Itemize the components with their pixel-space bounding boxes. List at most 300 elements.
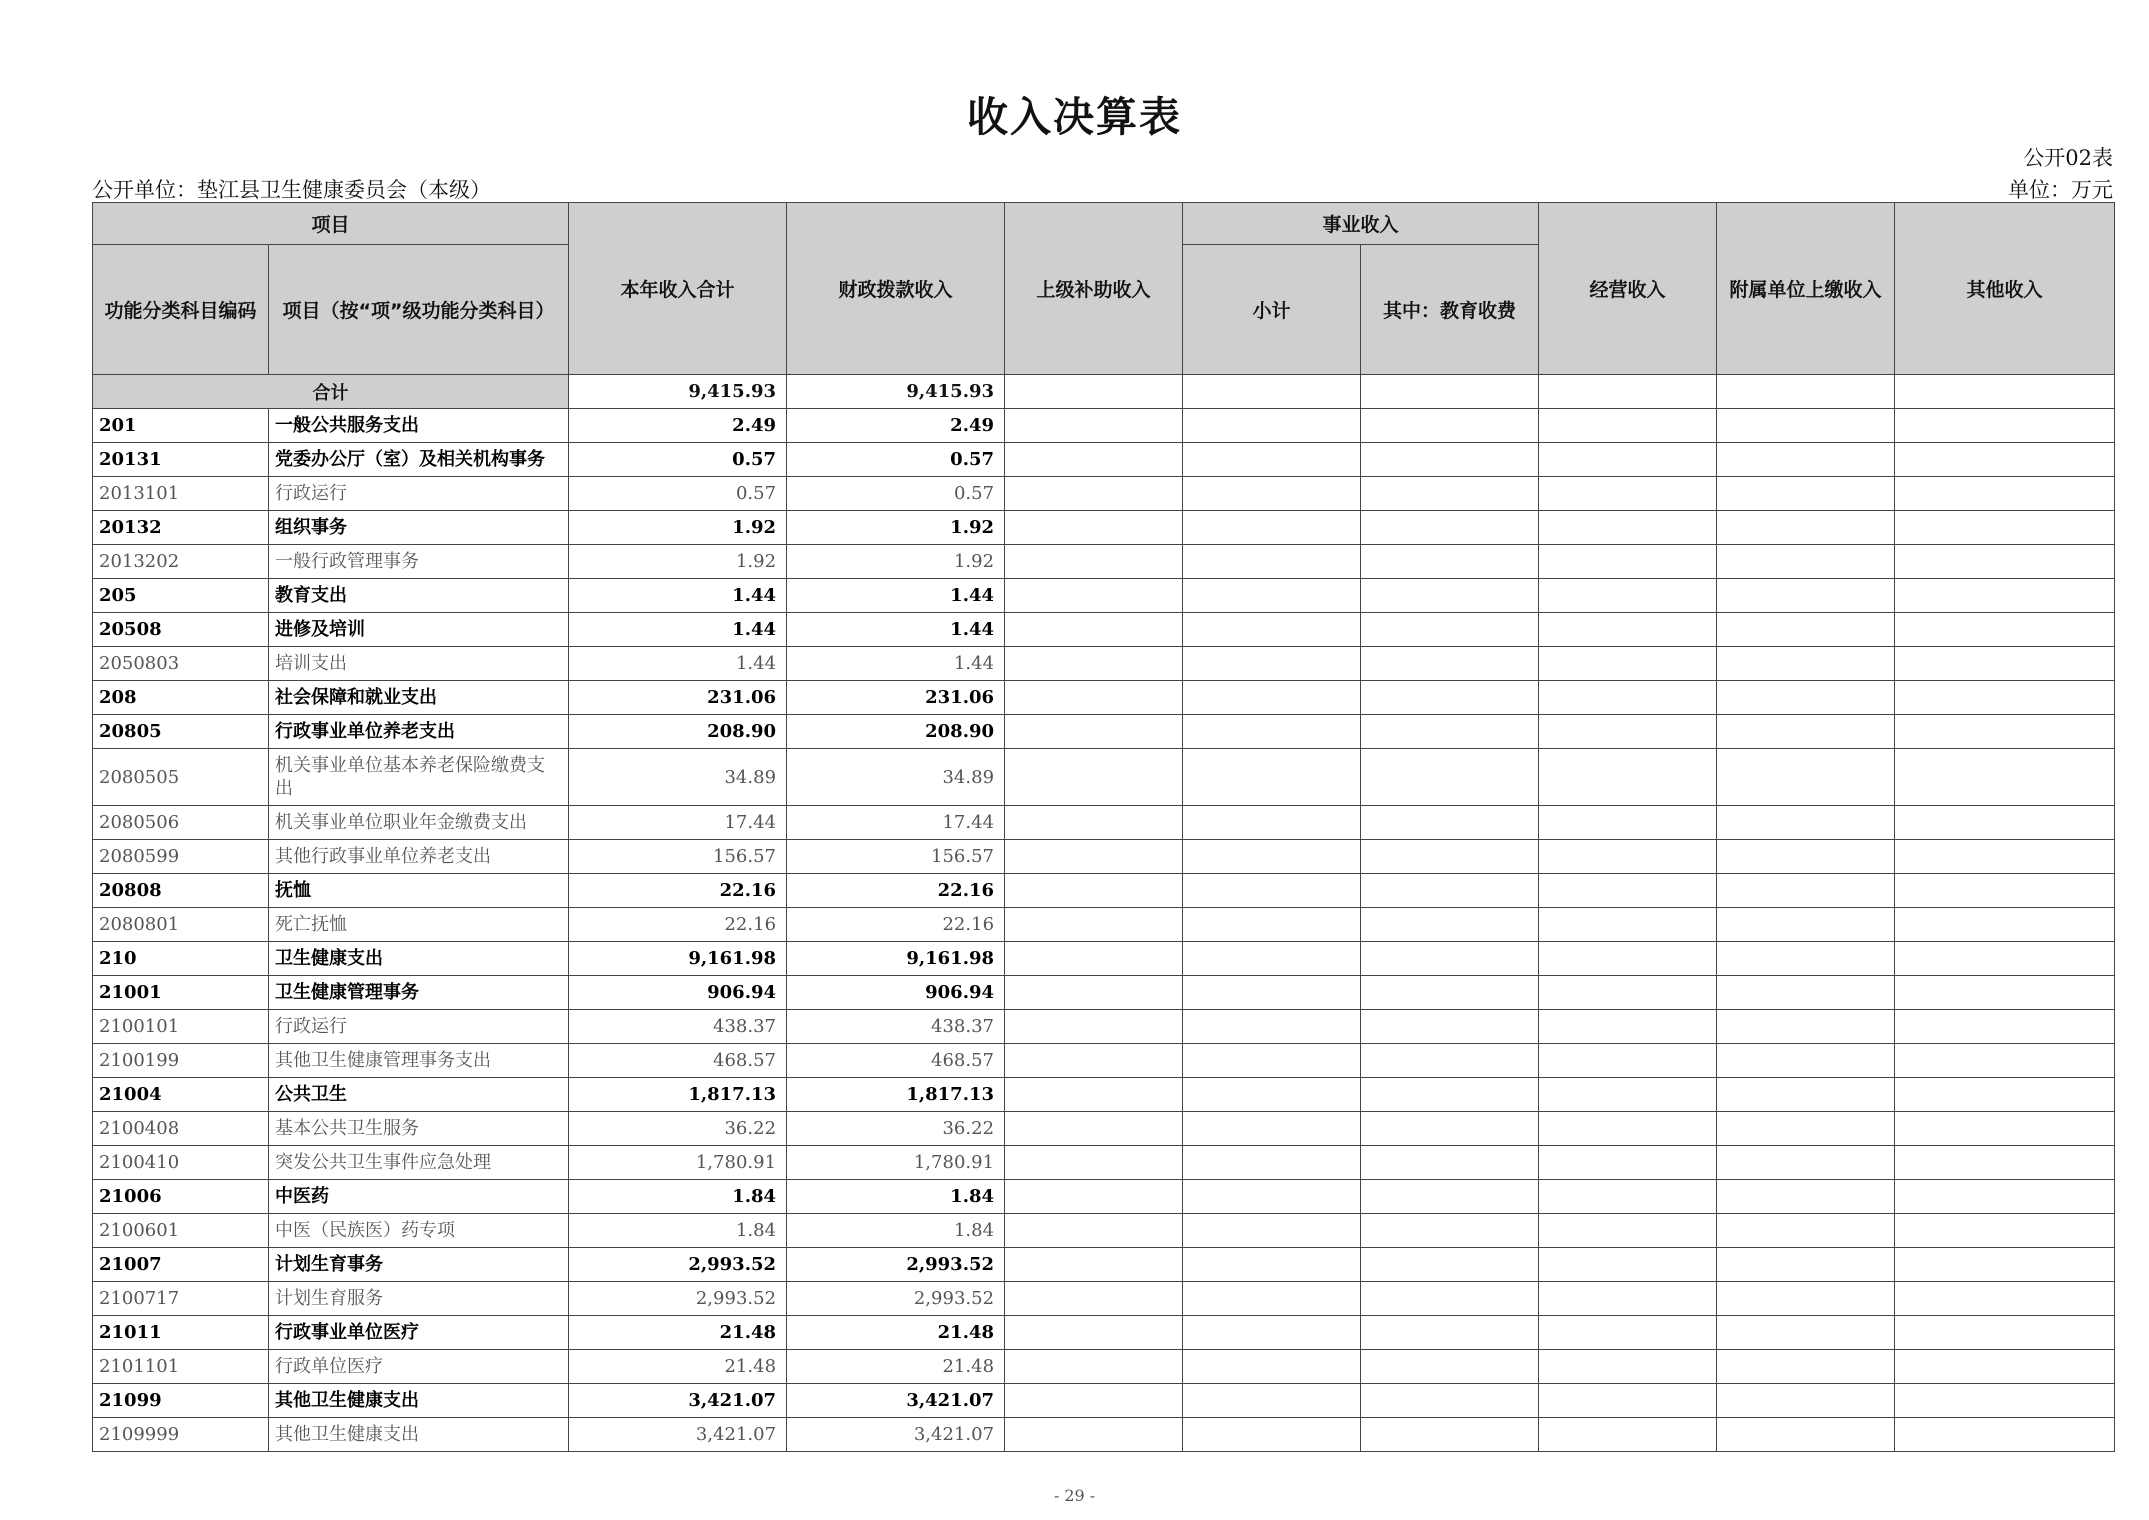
- row-fiscal: 22.16: [787, 908, 1005, 942]
- row-code: 21007: [93, 1248, 269, 1282]
- empty-cell: [1895, 1350, 2115, 1384]
- header-superior: 上级补助收入: [1005, 203, 1183, 375]
- empty-cell: [1183, 1384, 1361, 1418]
- row-total: 1.84: [569, 1180, 787, 1214]
- empty-cell: [1539, 1282, 1717, 1316]
- header-subtotal: 小计: [1183, 245, 1361, 375]
- row-code: 210: [93, 942, 269, 976]
- empty-cell: [1895, 375, 2115, 409]
- empty-cell: [1539, 1248, 1717, 1282]
- table-row: [93, 647, 2115, 681]
- empty-cell: [1717, 806, 1895, 840]
- empty-cell: [1539, 1078, 1717, 1112]
- row-total: 3,421.07: [569, 1384, 787, 1418]
- empty-cell: [1895, 443, 2115, 477]
- row-name: 突发公共卫生事件应急处理: [269, 1146, 569, 1180]
- row-name: 行政运行: [269, 477, 569, 511]
- row-code: 21099: [93, 1384, 269, 1418]
- row-code: 2013101: [93, 477, 269, 511]
- empty-cell: [1717, 1146, 1895, 1180]
- row-code: 2100717: [93, 1282, 269, 1316]
- empty-cell: [1361, 1044, 1539, 1078]
- income-report-table: [92, 202, 2115, 1452]
- empty-cell: [1183, 1350, 1361, 1384]
- empty-cell: [1361, 1350, 1539, 1384]
- row-total: 906.94: [569, 976, 787, 1010]
- table-row: [93, 1248, 2115, 1282]
- row-total: 468.57: [569, 1044, 787, 1078]
- empty-cell: [1895, 1418, 2115, 1452]
- empty-cell: [1183, 1282, 1361, 1316]
- table-row: [93, 1146, 2115, 1180]
- row-total: 1.92: [569, 545, 787, 579]
- empty-cell: [1539, 1112, 1717, 1146]
- empty-cell: [1539, 942, 1717, 976]
- empty-cell: [1895, 749, 2115, 806]
- empty-cell: [1717, 511, 1895, 545]
- empty-cell: [1717, 942, 1895, 976]
- empty-cell: [1361, 545, 1539, 579]
- header-affiliated: 附属单位上缴收入: [1717, 203, 1895, 375]
- empty-cell: [1717, 749, 1895, 806]
- row-name: 基本公共卫生服务: [269, 1112, 569, 1146]
- row-fiscal: 3,421.07: [787, 1384, 1005, 1418]
- row-fiscal: 438.37: [787, 1010, 1005, 1044]
- empty-cell: [1005, 874, 1183, 908]
- row-code: 2013202: [93, 545, 269, 579]
- empty-cell: [1717, 715, 1895, 749]
- empty-cell: [1717, 579, 1895, 613]
- table-row: [93, 715, 2115, 749]
- table-row: [93, 749, 2115, 806]
- row-name: 一般公共服务支出: [269, 409, 569, 443]
- row-total: 2,993.52: [569, 1248, 787, 1282]
- row-fiscal: 1.92: [787, 545, 1005, 579]
- row-code: 21004: [93, 1078, 269, 1112]
- row-name: 其他行政事业单位养老支出: [269, 840, 569, 874]
- empty-cell: [1183, 715, 1361, 749]
- empty-cell: [1361, 613, 1539, 647]
- row-total: 1.84: [569, 1214, 787, 1248]
- empty-cell: [1183, 443, 1361, 477]
- row-fiscal: 208.90: [787, 715, 1005, 749]
- empty-cell: [1717, 1078, 1895, 1112]
- empty-cell: [1895, 1112, 2115, 1146]
- row-fiscal: 1.84: [787, 1180, 1005, 1214]
- header-business-group: 事业收入: [1183, 203, 1539, 245]
- empty-cell: [1183, 1010, 1361, 1044]
- empty-cell: [1539, 579, 1717, 613]
- row-code: 2080505: [93, 749, 269, 806]
- table-row: [93, 545, 2115, 579]
- page-number: - 29 -: [1053, 1486, 1096, 1505]
- row-total: 3,421.07: [569, 1418, 787, 1452]
- empty-cell: [1539, 1044, 1717, 1078]
- empty-cell: [1895, 976, 2115, 1010]
- row-fiscal: 21.48: [787, 1350, 1005, 1384]
- row-fiscal: 1.44: [787, 613, 1005, 647]
- empty-cell: [1539, 874, 1717, 908]
- table-row: [93, 443, 2115, 477]
- row-code: 2101101: [93, 1350, 269, 1384]
- empty-cell: [1539, 1180, 1717, 1214]
- empty-cell: [1895, 647, 2115, 681]
- empty-cell: [1895, 1214, 2115, 1248]
- empty-cell: [1005, 409, 1183, 443]
- empty-cell: [1717, 874, 1895, 908]
- empty-cell: [1005, 647, 1183, 681]
- table-header: [93, 203, 2115, 375]
- row-fiscal: 231.06: [787, 681, 1005, 715]
- empty-cell: [1361, 1112, 1539, 1146]
- row-code: 20808: [93, 874, 269, 908]
- table-row: [93, 1078, 2115, 1112]
- total-row: [93, 375, 2115, 409]
- empty-cell: [1005, 1248, 1183, 1282]
- empty-cell: [1717, 1316, 1895, 1350]
- empty-cell: [1717, 1214, 1895, 1248]
- table-row: [93, 908, 2115, 942]
- empty-cell: [1183, 1316, 1361, 1350]
- empty-cell: [1361, 579, 1539, 613]
- empty-cell: [1895, 511, 2115, 545]
- empty-cell: [1895, 1146, 2115, 1180]
- table-row: [93, 477, 2115, 511]
- empty-cell: [1539, 1214, 1717, 1248]
- empty-cell: [1183, 1146, 1361, 1180]
- empty-cell: [1183, 681, 1361, 715]
- empty-cell: [1717, 1248, 1895, 1282]
- table-row: [93, 1350, 2115, 1384]
- row-code: 2100410: [93, 1146, 269, 1180]
- row-fiscal: 1,780.91: [787, 1146, 1005, 1180]
- table-row: [93, 613, 2115, 647]
- row-total: 0.57: [569, 477, 787, 511]
- row-code: 2109999: [93, 1418, 269, 1452]
- total-fiscal: 9,415.93: [787, 375, 1005, 409]
- row-total: 34.89: [569, 749, 787, 806]
- table-row: [93, 1214, 2115, 1248]
- empty-cell: [1361, 1146, 1539, 1180]
- empty-cell: [1361, 749, 1539, 806]
- empty-cell: [1361, 908, 1539, 942]
- empty-cell: [1183, 840, 1361, 874]
- empty-cell: [1895, 613, 2115, 647]
- row-code: 20131: [93, 443, 269, 477]
- empty-cell: [1895, 1282, 2115, 1316]
- table-row: [93, 942, 2115, 976]
- row-code: 2100101: [93, 1010, 269, 1044]
- table-row: [93, 1044, 2115, 1078]
- row-name: 教育支出: [269, 579, 569, 613]
- row-name: 计划生育事务: [269, 1248, 569, 1282]
- row-total: 2,993.52: [569, 1282, 787, 1316]
- row-name: 党委办公厅（室）及相关机构事务: [269, 443, 569, 477]
- row-code: 20805: [93, 715, 269, 749]
- row-fiscal: 0.57: [787, 477, 1005, 511]
- row-name: 卫生健康支出: [269, 942, 569, 976]
- empty-cell: [1539, 1418, 1717, 1452]
- row-total: 22.16: [569, 908, 787, 942]
- row-total: 22.16: [569, 874, 787, 908]
- empty-cell: [1539, 1146, 1717, 1180]
- row-name: 组织事务: [269, 511, 569, 545]
- empty-cell: [1005, 908, 1183, 942]
- row-total: 2.49: [569, 409, 787, 443]
- row-code: 21001: [93, 976, 269, 1010]
- empty-cell: [1183, 874, 1361, 908]
- empty-cell: [1361, 1248, 1539, 1282]
- row-name: 行政单位医疗: [269, 1350, 569, 1384]
- empty-cell: [1361, 1418, 1539, 1452]
- empty-cell: [1183, 613, 1361, 647]
- empty-cell: [1005, 942, 1183, 976]
- row-fiscal: 1.44: [787, 579, 1005, 613]
- empty-cell: [1005, 806, 1183, 840]
- empty-cell: [1717, 375, 1895, 409]
- empty-cell: [1717, 1418, 1895, 1452]
- empty-cell: [1539, 375, 1717, 409]
- row-total: 17.44: [569, 806, 787, 840]
- row-name: 进修及培训: [269, 613, 569, 647]
- row-code: 2080801: [93, 908, 269, 942]
- row-code: 2100199: [93, 1044, 269, 1078]
- empty-cell: [1895, 1180, 2115, 1214]
- currency-unit: 单位：万元: [2008, 178, 2113, 202]
- empty-cell: [1895, 1248, 2115, 1282]
- empty-cell: [1183, 942, 1361, 976]
- empty-cell: [1539, 477, 1717, 511]
- row-name: 中医（民族医）药专项: [269, 1214, 569, 1248]
- empty-cell: [1895, 545, 2115, 579]
- empty-cell: [1361, 1010, 1539, 1044]
- empty-cell: [1005, 1418, 1183, 1452]
- table-row: [93, 1282, 2115, 1316]
- empty-cell: [1361, 976, 1539, 1010]
- empty-cell: [1895, 477, 2115, 511]
- empty-cell: [1005, 1316, 1183, 1350]
- empty-cell: [1005, 1010, 1183, 1044]
- empty-cell: [1895, 1316, 2115, 1350]
- header-other: 其他收入: [1895, 203, 2115, 375]
- row-code: 20132: [93, 511, 269, 545]
- row-total: 9,161.98: [569, 942, 787, 976]
- empty-cell: [1005, 976, 1183, 1010]
- empty-cell: [1539, 409, 1717, 443]
- empty-cell: [1895, 579, 2115, 613]
- row-name: 计划生育服务: [269, 1282, 569, 1316]
- empty-cell: [1005, 477, 1183, 511]
- table-row: [93, 874, 2115, 908]
- empty-cell: [1895, 908, 2115, 942]
- row-fiscal: 2.49: [787, 409, 1005, 443]
- empty-cell: [1183, 545, 1361, 579]
- empty-cell: [1005, 1078, 1183, 1112]
- empty-cell: [1539, 976, 1717, 1010]
- empty-cell: [1183, 409, 1361, 443]
- empty-cell: [1717, 976, 1895, 1010]
- empty-cell: [1005, 1214, 1183, 1248]
- empty-cell: [1539, 1350, 1717, 1384]
- empty-cell: [1005, 443, 1183, 477]
- row-name: 社会保障和就业支出: [269, 681, 569, 715]
- header-operating: 经营收入: [1539, 203, 1717, 375]
- empty-cell: [1539, 1384, 1717, 1418]
- empty-cell: [1717, 681, 1895, 715]
- row-name: 死亡抚恤: [269, 908, 569, 942]
- empty-cell: [1183, 477, 1361, 511]
- row-code: 2080599: [93, 840, 269, 874]
- empty-cell: [1183, 806, 1361, 840]
- row-total: 1,817.13: [569, 1078, 787, 1112]
- row-total: 0.57: [569, 443, 787, 477]
- row-code: 205: [93, 579, 269, 613]
- row-fiscal: 36.22: [787, 1112, 1005, 1146]
- table-row: [93, 579, 2115, 613]
- row-fiscal: 17.44: [787, 806, 1005, 840]
- empty-cell: [1005, 1384, 1183, 1418]
- row-total: 1,780.91: [569, 1146, 787, 1180]
- row-fiscal: 1.44: [787, 647, 1005, 681]
- table-row: [93, 1112, 2115, 1146]
- empty-cell: [1717, 908, 1895, 942]
- row-total: 36.22: [569, 1112, 787, 1146]
- table-row: [93, 681, 2115, 715]
- empty-cell: [1183, 1180, 1361, 1214]
- empty-cell: [1717, 1112, 1895, 1146]
- empty-cell: [1183, 1248, 1361, 1282]
- empty-cell: [1005, 749, 1183, 806]
- row-fiscal: 22.16: [787, 874, 1005, 908]
- empty-cell: [1717, 840, 1895, 874]
- header-item-group: 项目: [93, 203, 569, 245]
- empty-cell: [1717, 613, 1895, 647]
- empty-cell: [1005, 840, 1183, 874]
- row-fiscal: 468.57: [787, 1044, 1005, 1078]
- table-row: [93, 840, 2115, 874]
- empty-cell: [1717, 545, 1895, 579]
- empty-cell: [1183, 1418, 1361, 1452]
- row-code: 21006: [93, 1180, 269, 1214]
- table-row: [93, 511, 2115, 545]
- row-name: 其他卫生健康管理事务支出: [269, 1044, 569, 1078]
- empty-cell: [1005, 1146, 1183, 1180]
- empty-cell: [1539, 749, 1717, 806]
- empty-cell: [1183, 749, 1361, 806]
- empty-cell: [1539, 511, 1717, 545]
- empty-cell: [1183, 1112, 1361, 1146]
- row-name: 卫生健康管理事务: [269, 976, 569, 1010]
- empty-cell: [1717, 1384, 1895, 1418]
- empty-cell: [1895, 715, 2115, 749]
- empty-cell: [1539, 443, 1717, 477]
- row-total: 208.90: [569, 715, 787, 749]
- empty-cell: [1183, 908, 1361, 942]
- header-code: 功能分类科目编码: [93, 245, 269, 375]
- table-row: [93, 1316, 2115, 1350]
- empty-cell: [1361, 1282, 1539, 1316]
- empty-cell: [1717, 1010, 1895, 1044]
- empty-cell: [1539, 681, 1717, 715]
- empty-cell: [1539, 613, 1717, 647]
- empty-cell: [1717, 1044, 1895, 1078]
- row-total: 21.48: [569, 1350, 787, 1384]
- row-fiscal: 1,817.13: [787, 1078, 1005, 1112]
- row-code: 21011: [93, 1316, 269, 1350]
- empty-cell: [1183, 375, 1361, 409]
- empty-cell: [1717, 647, 1895, 681]
- empty-cell: [1361, 477, 1539, 511]
- empty-cell: [1361, 1078, 1539, 1112]
- row-name: 行政运行: [269, 1010, 569, 1044]
- row-name: 机关事业单位基本养老保险缴费支出: [269, 749, 569, 806]
- row-code: 208: [93, 681, 269, 715]
- empty-cell: [1005, 1350, 1183, 1384]
- empty-cell: [1717, 1282, 1895, 1316]
- total-income: 9,415.93: [569, 375, 787, 409]
- table-code: 公开02表: [2023, 146, 2113, 170]
- header-total: 本年收入合计: [569, 203, 787, 375]
- row-code: 2080506: [93, 806, 269, 840]
- table-row: [93, 1180, 2115, 1214]
- empty-cell: [1539, 715, 1717, 749]
- empty-cell: [1717, 1350, 1895, 1384]
- table-row: [93, 806, 2115, 840]
- empty-cell: [1183, 647, 1361, 681]
- row-name: 公共卫生: [269, 1078, 569, 1112]
- empty-cell: [1361, 681, 1539, 715]
- row-code: 2100601: [93, 1214, 269, 1248]
- empty-cell: [1361, 715, 1539, 749]
- reporting-unit: 公开单位：垫江县卫生健康委员会（本级）: [92, 178, 491, 202]
- row-code: 201: [93, 409, 269, 443]
- empty-cell: [1361, 375, 1539, 409]
- empty-cell: [1895, 806, 2115, 840]
- row-total: 438.37: [569, 1010, 787, 1044]
- empty-cell: [1361, 1316, 1539, 1350]
- empty-cell: [1717, 477, 1895, 511]
- table-row: [93, 409, 2115, 443]
- row-total: 1.44: [569, 647, 787, 681]
- table-row: [93, 976, 2115, 1010]
- empty-cell: [1005, 375, 1183, 409]
- header-edu: 其中：教育收费: [1361, 245, 1539, 375]
- empty-cell: [1539, 545, 1717, 579]
- header-fiscal: 财政拨款收入: [787, 203, 1005, 375]
- row-name: 一般行政管理事务: [269, 545, 569, 579]
- empty-cell: [1895, 1044, 2115, 1078]
- empty-cell: [1005, 1044, 1183, 1078]
- empty-cell: [1183, 1078, 1361, 1112]
- empty-cell: [1895, 1078, 2115, 1112]
- empty-cell: [1895, 874, 2115, 908]
- row-fiscal: 34.89: [787, 749, 1005, 806]
- empty-cell: [1183, 579, 1361, 613]
- empty-cell: [1539, 647, 1717, 681]
- row-fiscal: 156.57: [787, 840, 1005, 874]
- empty-cell: [1361, 511, 1539, 545]
- row-name: 中医药: [269, 1180, 569, 1214]
- row-fiscal: 2,993.52: [787, 1248, 1005, 1282]
- empty-cell: [1895, 942, 2115, 976]
- empty-cell: [1895, 1010, 2115, 1044]
- row-fiscal: 0.57: [787, 443, 1005, 477]
- empty-cell: [1361, 806, 1539, 840]
- row-total: 156.57: [569, 840, 787, 874]
- empty-cell: [1717, 409, 1895, 443]
- row-total: 1.44: [569, 579, 787, 613]
- row-name: 其他卫生健康支出: [269, 1384, 569, 1418]
